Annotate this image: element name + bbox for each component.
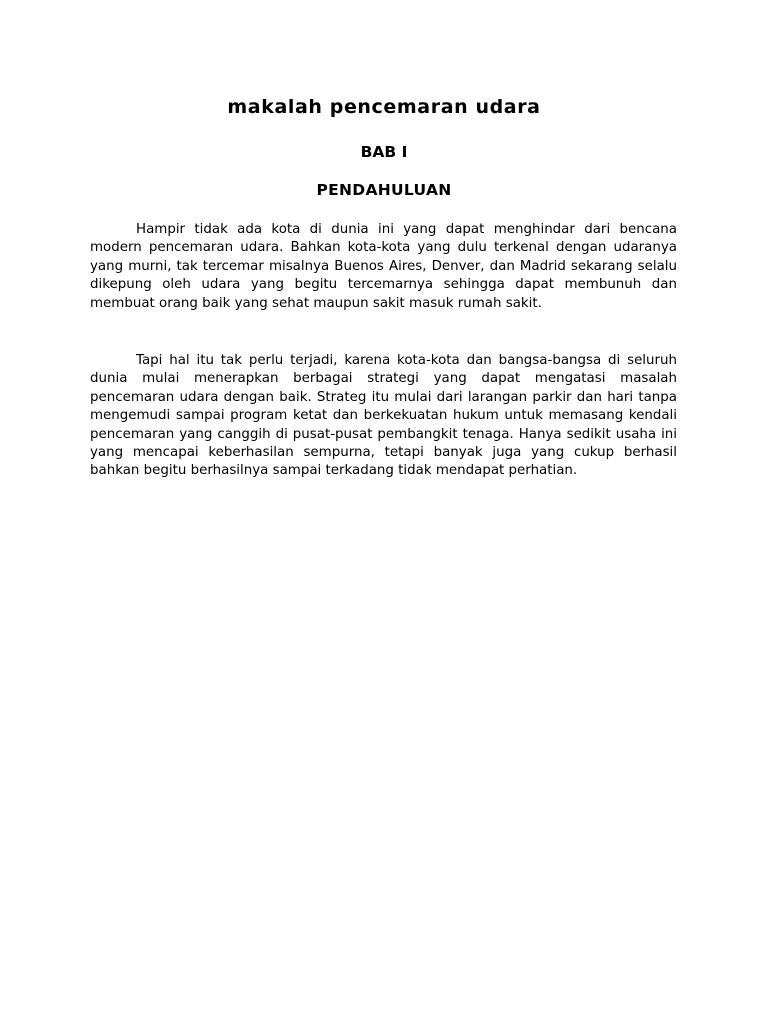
document-title: makalah pencemaran udara xyxy=(227,96,541,118)
chapter-heading: BAB I xyxy=(360,143,408,161)
section-heading: PENDAHULUAN xyxy=(316,181,452,199)
paragraph-2: Tapi hal itu tak perlu terjadi, karena kota-kota dan bangsa-bangsa di seluruh dunia mulai menerapkan berbagai strategi yang dapat mengatasi masalah pencemaran udara dengan baik. Strateg itu mulai dari larangan parkir dan hari tanpa mengemudi sampai program ketat dan berkekuatan hukum untuk memasang kendali pencemaran yang canggih di pusat-pusat pembangkit tenaga. Hanya sedikit usaha ini yang mencapai keberhasilan sempurna, tetapi banyak juga yang cukup berhasil bahkan begitu berhasilnya sampai terkadang tidak mendapat perhatian. xyxy=(90,353,677,479)
paragraph-1: Hampir tidak ada kota di dunia ini yang dapat menghindar dari bencana modern pencemaran udara. Bahkan kota-kota yang dulu terkenal dengan udaranya yang murni, tak tercemar misalnya Buenos Aires, Denver, dan Madrid sekarang selalu dikepung oleh udara yang begitu tercemarnya sehingga dapat membunuh dan membuat orang baik yang sehat maupun sakit masuk rumah sakit. xyxy=(90,222,677,311)
